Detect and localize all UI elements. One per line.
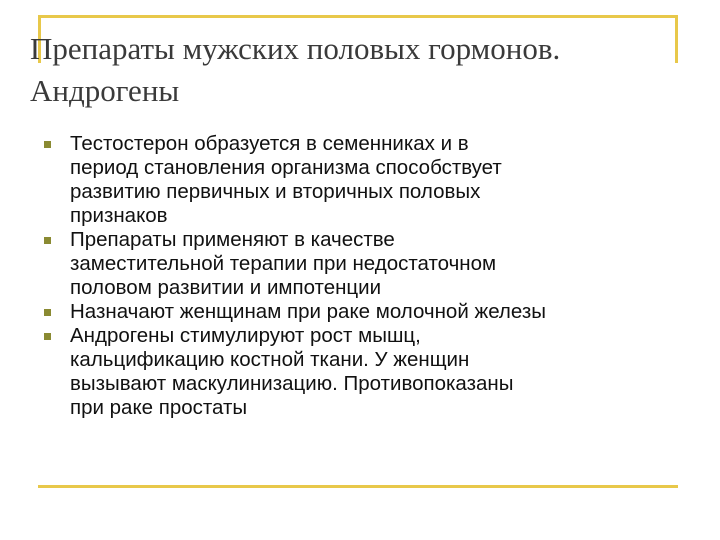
- bullet-line: при раке простаты: [70, 396, 248, 419]
- bullet-line: половом развитии и импотенции: [70, 276, 382, 299]
- bullet-line: Тестостерон образуется в семенниках и в: [70, 132, 469, 155]
- slide-title: [30, 28, 690, 112]
- frame-bottom-line: [38, 485, 678, 488]
- bullet-line: Препараты применяют в качестве: [70, 228, 395, 251]
- frame-top-line: [38, 15, 678, 18]
- bullet-item-therapy: [42, 228, 682, 300]
- bullet-line: признаков: [70, 204, 168, 227]
- bullet-line: вызывают маскулинизацию. Противопоказаны: [70, 372, 514, 395]
- bullet-item-effects: [42, 324, 682, 420]
- bullet-line: заместительной терапии при недостаточном: [70, 252, 497, 275]
- bullet-line: Назначают женщинам при раке молочной железы: [70, 300, 546, 323]
- bullet-line: Андрогены стимулируют рост мышц,: [70, 324, 421, 347]
- square-bullet-icon: [44, 333, 51, 340]
- title-line-2: Андрогены: [30, 73, 180, 108]
- bullet-item-testosterone: [42, 132, 682, 228]
- bullet-line: период становления организма способствует: [70, 156, 502, 179]
- bullet-item-women: [42, 300, 682, 324]
- square-bullet-icon: [44, 141, 51, 148]
- bullet-line: развитию первичных и вторичных половых: [70, 180, 481, 203]
- bullet-list: [42, 132, 682, 420]
- bullet-line: кальцификацию костной ткани. У женщин: [70, 348, 470, 371]
- square-bullet-icon: [44, 309, 51, 316]
- square-bullet-icon: [44, 237, 51, 244]
- title-line-1: Препараты мужских половых гормонов.: [30, 31, 561, 66]
